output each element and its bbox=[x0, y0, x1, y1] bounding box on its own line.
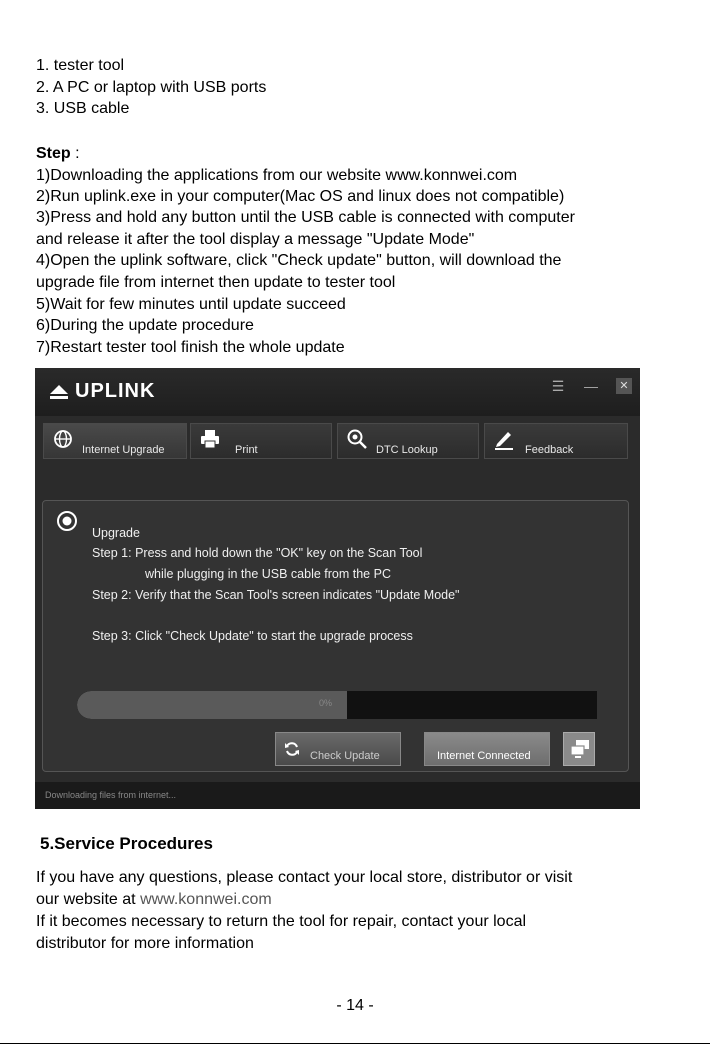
instruction-step-1-cont: while plugging in the USB cable from the PC bbox=[145, 567, 391, 581]
step-heading: Step : bbox=[36, 145, 80, 162]
feedback-button[interactable] bbox=[484, 423, 628, 459]
website-link[interactable]: www.konnwei.com bbox=[140, 891, 272, 908]
progress-label: 0% bbox=[319, 698, 333, 708]
internet-connected-label: Internet Connected bbox=[437, 750, 531, 762]
close-icon[interactable]: ✕ bbox=[616, 378, 632, 394]
instruction-step-1: Step 1: Press and hold down the "OK" key on the Scan Tool bbox=[92, 546, 423, 560]
step-line: 7)Restart tester tool finish the whole update bbox=[36, 339, 345, 356]
uplink-app-window bbox=[35, 368, 640, 809]
step-line: 5)Wait for few minutes until update succeed bbox=[36, 296, 346, 313]
bottom-rule bbox=[0, 1043, 710, 1044]
progress-bar bbox=[77, 691, 597, 719]
toolbar-label: Feedback bbox=[525, 444, 574, 456]
app-logo: UPLINK bbox=[49, 380, 155, 403]
requirement-3: 3. USB cable bbox=[36, 100, 130, 117]
toolbar-label: Internet Upgrade bbox=[82, 444, 165, 456]
page-number: - 14 - bbox=[336, 997, 374, 1014]
magnifier-icon bbox=[346, 428, 368, 450]
toolbar-label: DTC Lookup bbox=[376, 444, 438, 456]
menu-icon[interactable]: ☰ bbox=[551, 378, 565, 394]
requirement-1: 1. tester tool bbox=[36, 57, 125, 74]
instruction-step-2: Step 2: Verify that the Scan Tool's screen indicates "Update Mode" bbox=[92, 588, 460, 602]
eject-icon bbox=[49, 384, 69, 400]
toolbar-label: Print bbox=[235, 444, 258, 456]
status-bar bbox=[35, 782, 640, 809]
step-line: 2)Run uplink.exe in your computer(Mac OS and linux does not compatible) bbox=[36, 188, 565, 205]
network-icon bbox=[569, 739, 591, 759]
refresh-icon bbox=[284, 741, 300, 757]
printer-icon bbox=[199, 428, 221, 450]
panel-title: Upgrade bbox=[92, 526, 140, 540]
check-update-label: Check Update bbox=[310, 750, 380, 762]
network-button[interactable] bbox=[563, 732, 595, 766]
print-button[interactable] bbox=[190, 423, 332, 459]
upgrade-panel bbox=[42, 500, 629, 772]
step-line: 3)Press and hold any button until the USB cable is connected with computer bbox=[36, 209, 575, 226]
globe-icon bbox=[52, 428, 74, 450]
check-update-button[interactable] bbox=[275, 732, 401, 766]
dtc-lookup-button[interactable] bbox=[337, 423, 479, 459]
pen-icon bbox=[493, 428, 515, 450]
title-bar bbox=[35, 368, 640, 416]
service-paragraph-line: If you have any questions, please contact your local store, distributor or visit bbox=[36, 869, 573, 886]
step-line: 1)Downloading the applications from our website www.konnwei.com bbox=[36, 167, 518, 184]
instruction-step-3: Step 3: Click "Check Update" to start the upgrade process bbox=[92, 629, 413, 643]
step-line: 4)Open the uplink software, click "Check update" button, will download the bbox=[36, 252, 562, 269]
record-icon bbox=[55, 509, 79, 533]
status-text: Downloading files from internet... bbox=[45, 790, 177, 800]
service-paragraph-line: distributor for more information bbox=[36, 935, 254, 952]
step-line: upgrade file from internet then update to tester tool bbox=[36, 274, 396, 291]
progress-fill bbox=[77, 691, 347, 719]
service-paragraph-line: If it becomes necessary to return the tool for repair, contact your local bbox=[36, 913, 527, 930]
requirement-2: 2. A PC or laptop with USB ports bbox=[36, 79, 267, 96]
step-line: and release it after the tool display a message "Update Mode" bbox=[36, 231, 475, 248]
minimize-icon[interactable]: — bbox=[584, 378, 598, 394]
service-heading: 5.Service Procedures bbox=[40, 834, 213, 853]
service-paragraph-line: our website at www.konnwei.com bbox=[36, 891, 272, 908]
internet-connected-button[interactable] bbox=[424, 732, 550, 766]
internet-upgrade-button[interactable] bbox=[43, 423, 187, 459]
step-line: 6)During the update procedure bbox=[36, 317, 254, 334]
